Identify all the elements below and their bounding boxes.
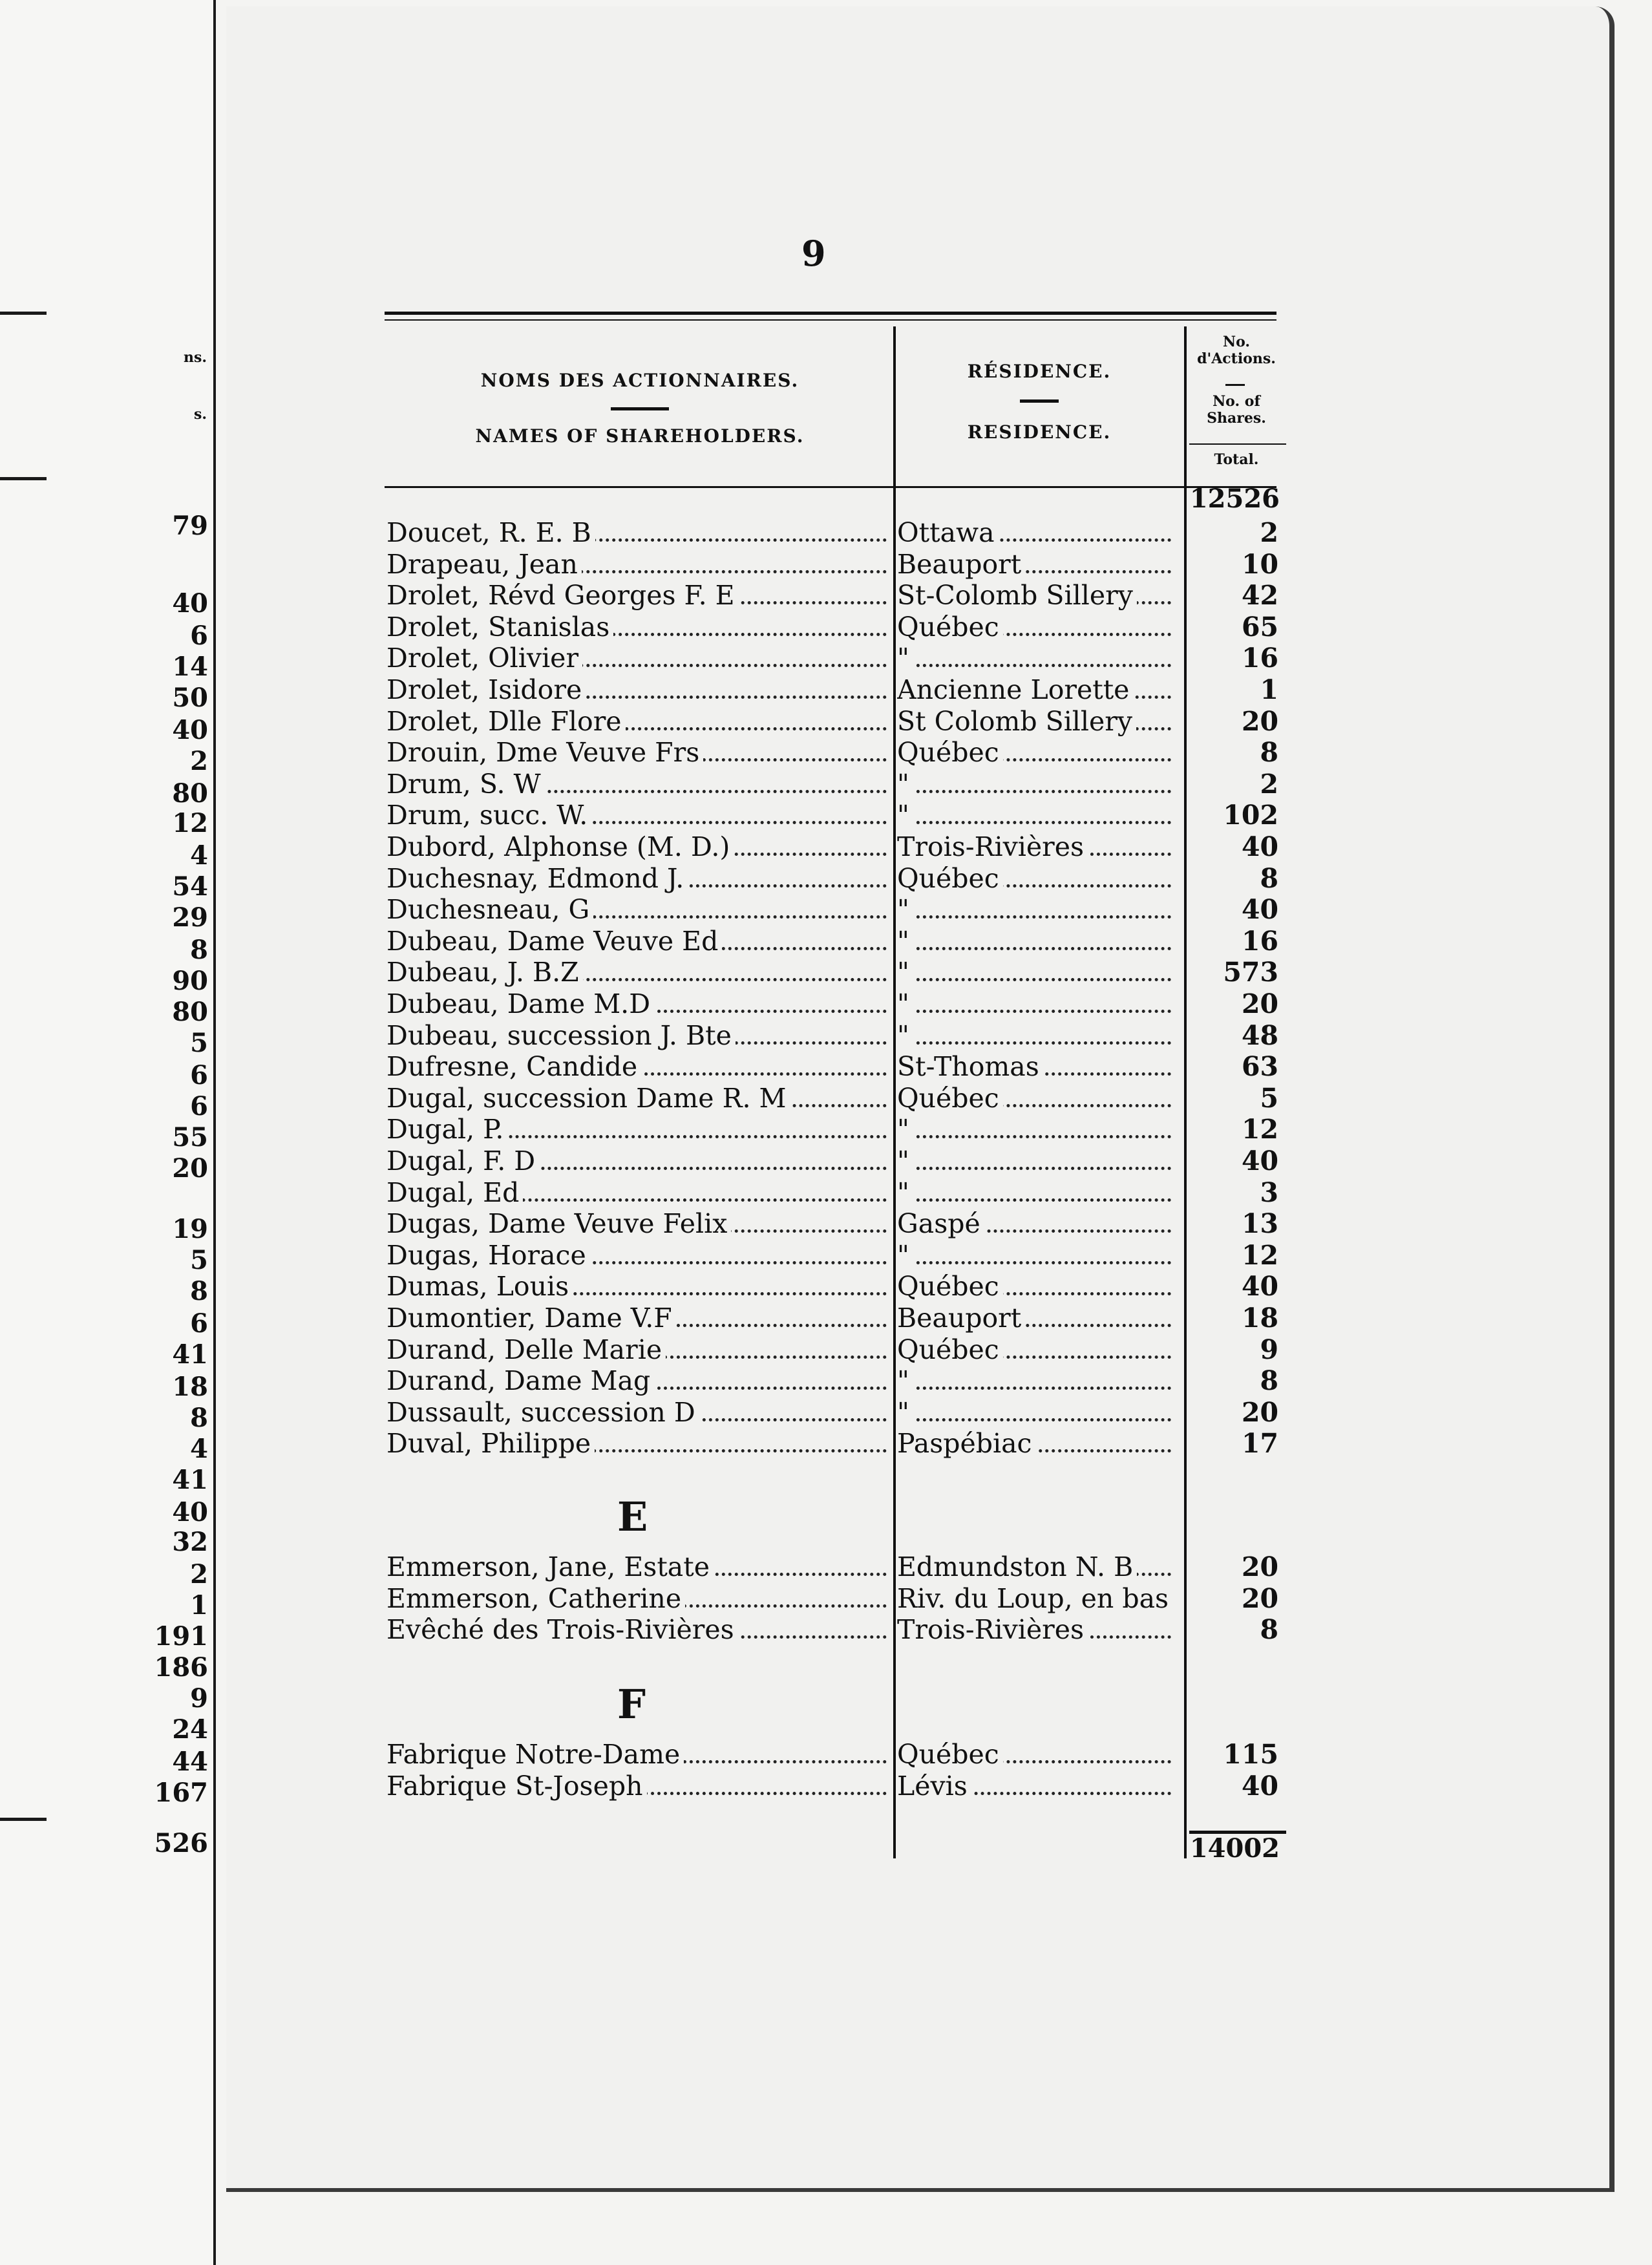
- residence-text: Beauport: [897, 549, 1025, 580]
- left-number: 24: [172, 1714, 208, 1745]
- left-number: 6: [190, 1060, 208, 1090]
- share-count: 48: [1241, 1019, 1278, 1051]
- left-number: 2: [190, 1559, 208, 1590]
- left-number: 8: [190, 1403, 208, 1433]
- residence: [897, 1334, 1175, 1365]
- left-number: 20: [172, 1153, 208, 1184]
- left-number: 4: [190, 1434, 208, 1464]
- share-count: 5: [1260, 1082, 1278, 1114]
- residence-text: Beauport: [897, 1303, 1025, 1334]
- residence-text: ": [897, 1397, 913, 1428]
- shareholder-name-text: Durand, Dame Mag: [387, 1365, 654, 1396]
- residence-text: Québec: [897, 863, 1003, 894]
- left-number: 12: [172, 808, 208, 838]
- header-residence-en: RESIDENCE.: [967, 421, 1112, 443]
- residence: [897, 1303, 1175, 1334]
- shareholder-name-text: Drolet, Isidore: [387, 674, 586, 705]
- table-row: [387, 1614, 1285, 1646]
- left-number: 29: [172, 902, 208, 933]
- table-row: [387, 706, 1285, 738]
- header-total-rule: [1189, 443, 1286, 445]
- shareholder-name: [387, 1240, 891, 1271]
- residence: [897, 1583, 1175, 1614]
- residence-text: Québec: [897, 737, 1003, 768]
- left-number: 9: [190, 1683, 208, 1714]
- shareholder-name-text: Fabrique Notre-Dame: [387, 1739, 684, 1770]
- residence-text: ": [897, 894, 913, 925]
- residence-text: ": [897, 988, 913, 1019]
- shareholder-name: [387, 549, 891, 580]
- left-number: 4: [190, 840, 208, 871]
- residence: [897, 1551, 1175, 1582]
- shareholder-name: [387, 580, 891, 611]
- left-number: 6: [190, 1308, 208, 1339]
- header-total: Total.: [1214, 451, 1259, 468]
- header-dash: [1225, 384, 1245, 386]
- residence: [897, 957, 1175, 988]
- residence-text: ": [897, 1240, 913, 1271]
- shareholder-name-text: Fabrique St-Joseph: [387, 1771, 647, 1802]
- shareholder-name-text: Emmerson, Catherine: [387, 1583, 685, 1614]
- share-count: 20: [1241, 1396, 1278, 1428]
- header-residence-fr: RÉSIDENCE.: [967, 361, 1112, 382]
- residence: [897, 926, 1175, 957]
- header-bottom-rule: [385, 486, 1276, 488]
- shareholder-name-text: Dugas, Horace: [387, 1240, 590, 1271]
- header-names-fr: NOMS DES ACTIONNAIRES.: [480, 370, 800, 391]
- residence-text: St-Thomas: [897, 1051, 1043, 1082]
- share-count: 40: [1241, 894, 1278, 926]
- residence-text: ": [897, 957, 913, 988]
- shareholder-name-text: Dumas, Louis: [387, 1271, 573, 1302]
- header-dash: [611, 407, 669, 410]
- shareholder-name-text: Duval, Philippe: [387, 1428, 595, 1459]
- table-row: [387, 1208, 1285, 1240]
- shareholder-name: [387, 1177, 891, 1208]
- left-number: 44: [172, 1747, 208, 1777]
- shareholder-name: [387, 1083, 891, 1114]
- left-number: 191: [154, 1621, 208, 1652]
- shareholder-name: [387, 1739, 891, 1770]
- residence-text: Québec: [897, 1334, 1003, 1365]
- left-number: 1: [190, 1590, 208, 1621]
- residence: [897, 580, 1175, 611]
- residence: [897, 549, 1175, 580]
- residence-text: Gaspé: [897, 1208, 984, 1239]
- residence-text: ": [897, 800, 913, 831]
- residence-text: ": [897, 926, 913, 957]
- table-row: [387, 894, 1285, 926]
- left-number: 19: [172, 1214, 208, 1244]
- table-row: [387, 1114, 1285, 1145]
- left-rule: [0, 312, 47, 315]
- left-number: 79: [172, 511, 208, 541]
- left-number: 55: [172, 1122, 208, 1153]
- left-number: 40: [172, 588, 208, 619]
- left-number: 40: [172, 715, 208, 745]
- left-total: 526: [154, 1828, 208, 1858]
- residence: [897, 1614, 1175, 1645]
- shareholder-name: [387, 1334, 891, 1365]
- shareholder-name: [387, 1208, 891, 1239]
- shareholder-name-text: Drapeau, Jean: [387, 549, 582, 580]
- shareholder-name: [387, 1614, 891, 1645]
- table-row: [387, 769, 1285, 800]
- residence: [897, 1145, 1175, 1176]
- share-count: 3: [1260, 1176, 1278, 1208]
- left-header-fragment: ns.: [183, 349, 207, 366]
- shareholder-name-text: Dugal, Ed: [387, 1177, 523, 1208]
- shareholder-name-text: Dugal, succession Dame R. M: [387, 1083, 790, 1114]
- header-shares-en: No. of Shares.: [1207, 393, 1266, 427]
- share-count: 16: [1241, 925, 1278, 957]
- left-number: 32: [172, 1527, 208, 1557]
- residence: [897, 1771, 1175, 1802]
- shareholder-name-text: Emmerson, Jane, Estate: [387, 1551, 714, 1582]
- share-count: 42: [1241, 580, 1278, 611]
- residence-text: Ancienne Lorette: [897, 674, 1133, 705]
- shareholder-name-text: Dugal, P.: [387, 1114, 507, 1145]
- residence: [897, 800, 1175, 831]
- share-count: 17: [1241, 1428, 1278, 1460]
- carried-total: 12526: [1189, 484, 1280, 514]
- share-count: 12: [1241, 1239, 1278, 1271]
- table-row: [387, 611, 1285, 643]
- left-number: 80: [172, 778, 208, 809]
- shareholder-name: [387, 1303, 891, 1334]
- table-row: [387, 1583, 1285, 1615]
- share-count: 40: [1241, 1271, 1278, 1303]
- table-row: [387, 1551, 1285, 1583]
- residence: [897, 988, 1175, 1019]
- residence-text: Ottawa: [897, 517, 999, 548]
- table-row: [387, 1365, 1285, 1397]
- shareholder-name: [387, 831, 891, 862]
- residence-text: St Colomb Sillery: [897, 706, 1136, 737]
- table-row: [387, 863, 1285, 895]
- left-number: 50: [172, 683, 208, 713]
- residence: [897, 674, 1175, 705]
- header-names-en: NAMES OF SHAREHOLDERS.: [475, 425, 805, 447]
- shareholder-name-text: Dubeau, Dame Veuve Ed: [387, 926, 722, 957]
- shareholder-name: [387, 894, 891, 925]
- left-number: 41: [172, 1465, 208, 1495]
- shareholder-name-text: Dubeau, succession J. Bte: [387, 1020, 736, 1051]
- left-number: 5: [190, 1245, 208, 1275]
- table-row: [387, 1240, 1285, 1271]
- header-top-rule-thin: [385, 319, 1276, 321]
- residence-text: ": [897, 1177, 913, 1208]
- table-row: [387, 1303, 1285, 1334]
- left-number: 8: [190, 1276, 208, 1306]
- left-number: 14: [172, 652, 208, 682]
- residence-text: Québec: [897, 1083, 1003, 1114]
- table-row: [387, 517, 1285, 549]
- residence-text: ": [897, 1145, 913, 1176]
- shareholder-name: [387, 706, 891, 737]
- residence: [897, 1739, 1175, 1770]
- share-count: 2: [1260, 768, 1278, 800]
- residence: [897, 1240, 1175, 1271]
- left-number: 167: [154, 1778, 208, 1808]
- page-number: 9: [801, 233, 826, 274]
- share-count: 40: [1241, 1770, 1278, 1802]
- residence-text: Québec: [897, 611, 1003, 643]
- shareholder-name-text: Drolet, Révd Georges F. E: [387, 580, 739, 611]
- table-row: [387, 800, 1285, 831]
- header-dash: [1020, 399, 1059, 403]
- residence: [897, 1051, 1175, 1082]
- share-count: 12: [1241, 1114, 1278, 1145]
- shareholder-name-text: Drolet, Olivier: [387, 643, 582, 674]
- left-rule: [0, 1818, 47, 1821]
- share-count: 8: [1260, 862, 1278, 894]
- shareholder-name-text: Doucet, R. E. B: [387, 517, 595, 548]
- left-number: 8: [190, 935, 208, 965]
- shareholder-name: [387, 1020, 891, 1051]
- shareholder-name: [387, 1051, 891, 1082]
- shareholder-name-text: Dufresne, Candide: [387, 1051, 641, 1082]
- left-number: 5: [190, 1028, 208, 1058]
- shareholder-name: [387, 1397, 891, 1428]
- table-row: [387, 1771, 1285, 1802]
- residence: [897, 1397, 1175, 1428]
- shareholder-name: [387, 1551, 891, 1582]
- residence-text: ": [897, 1020, 913, 1051]
- share-count: 20: [1241, 1582, 1278, 1614]
- shareholder-name-text: Drum, S. W: [387, 769, 545, 800]
- share-count: 16: [1241, 643, 1278, 674]
- left-number: 6: [190, 621, 208, 651]
- residence: [897, 643, 1175, 674]
- shareholder-name-text: Drolet, Stanislas: [387, 611, 613, 643]
- table-row: [387, 1051, 1285, 1083]
- shareholder-name: [387, 643, 891, 674]
- residence-text: St-Colomb Sillery: [897, 580, 1137, 611]
- table-row: [387, 957, 1285, 988]
- previous-page-edge: [0, 0, 216, 2265]
- shareholder-name: [387, 674, 891, 705]
- table-row: [387, 1083, 1285, 1114]
- left-number: 6: [190, 1091, 208, 1122]
- left-number: 2: [190, 746, 208, 776]
- residence: [897, 611, 1175, 643]
- table-row: [387, 549, 1285, 580]
- residence: [897, 737, 1175, 768]
- shareholder-name: [387, 1365, 891, 1396]
- share-count: 20: [1241, 1551, 1278, 1582]
- table-row: [387, 1397, 1285, 1429]
- shareholder-name-text: Duchesnay, Edmond J.: [387, 863, 688, 894]
- residence: [897, 1020, 1175, 1051]
- share-count: 2: [1260, 517, 1278, 548]
- residence-text: Québec: [897, 1739, 1003, 1770]
- shareholder-name-text: Dubeau, Dame M.D: [387, 988, 654, 1019]
- header-shares-fr: No. d'Actions.: [1197, 334, 1276, 367]
- left-number: 90: [172, 966, 208, 996]
- share-count: 102: [1223, 800, 1278, 831]
- residence-text: Trois-Rivières: [897, 1614, 1088, 1645]
- shareholder-name-text: Dugal, F. D: [387, 1145, 539, 1176]
- shareholder-name: [387, 1428, 891, 1459]
- left-number: 54: [172, 871, 208, 902]
- shareholder-name-text: Drum, succ. W.: [387, 800, 591, 831]
- share-count: 40: [1241, 831, 1278, 862]
- table-row: [387, 580, 1285, 611]
- residence: [897, 1365, 1175, 1396]
- shareholder-name-text: Drolet, Dlle Flore: [387, 706, 626, 737]
- share-count: 115: [1223, 1739, 1278, 1770]
- header-top-rule: [385, 312, 1276, 315]
- shareholder-name: [387, 769, 891, 800]
- share-count: 8: [1260, 737, 1278, 769]
- share-count: 1: [1260, 674, 1278, 705]
- share-count: 20: [1241, 705, 1278, 737]
- residence: [897, 1428, 1175, 1459]
- residence-text: Lévis: [897, 1771, 971, 1802]
- page-total: 14002: [1189, 1833, 1280, 1864]
- table-row: [387, 1428, 1285, 1460]
- residence: [897, 1208, 1175, 1239]
- shareholder-name-text: Dugas, Dame Veuve Felix: [387, 1208, 731, 1239]
- table-row: [387, 674, 1285, 706]
- shareholder-name-text: Durand, Delle Marie: [387, 1334, 666, 1365]
- table-row: [387, 737, 1285, 769]
- shareholder-name: [387, 1145, 891, 1176]
- shareholder-name: [387, 1114, 891, 1145]
- share-count: 573: [1223, 957, 1278, 988]
- shareholder-name: [387, 517, 891, 548]
- shareholder-name: [387, 800, 891, 831]
- table-row: [387, 643, 1285, 674]
- shareholder-name: [387, 988, 891, 1019]
- share-count: 20: [1241, 988, 1278, 1019]
- residence-text: Québec: [897, 1271, 1003, 1302]
- residence: [897, 1114, 1175, 1145]
- residence-text: Edmundston N. B: [897, 1551, 1137, 1582]
- left-number: 18: [172, 1372, 208, 1402]
- left-number: 80: [172, 997, 208, 1027]
- shareholder-name-text: Duchesneau, G: [387, 894, 593, 925]
- shareholder-name: [387, 926, 891, 957]
- section-letter-e: E: [617, 1493, 648, 1540]
- table-row: [387, 926, 1285, 957]
- shareholder-name: [387, 863, 891, 894]
- left-number: 186: [154, 1652, 208, 1683]
- share-count: 18: [1241, 1303, 1278, 1334]
- residence: [897, 831, 1175, 862]
- residence: [897, 1177, 1175, 1208]
- residence: [897, 1083, 1175, 1114]
- shareholder-name-text: Evêché des Trois-Rivières: [387, 1614, 738, 1645]
- table-row: [387, 1145, 1285, 1177]
- share-count: 40: [1241, 1145, 1278, 1176]
- table-row: [387, 1334, 1285, 1366]
- residence: [897, 769, 1175, 800]
- share-count: 65: [1241, 611, 1278, 643]
- shareholder-name: [387, 611, 891, 643]
- residence-text: ": [897, 1114, 913, 1145]
- shareholder-name-text: Dubord, Alphonse (M. D.): [387, 831, 734, 862]
- shareholder-name: [387, 957, 891, 988]
- residence: [897, 894, 1175, 925]
- share-count: 13: [1241, 1208, 1278, 1240]
- left-number: 40: [172, 1497, 208, 1527]
- left-number: 41: [172, 1339, 208, 1370]
- residence: [897, 1271, 1175, 1302]
- share-count: 9: [1260, 1334, 1278, 1365]
- table-row: [387, 1020, 1285, 1052]
- share-count: 8: [1260, 1365, 1278, 1397]
- share-count: 8: [1260, 1614, 1278, 1646]
- shareholder-name-text: Dussault, succession D: [387, 1397, 699, 1428]
- residence-text: ": [897, 1365, 913, 1396]
- table-row: [387, 1177, 1285, 1209]
- residence: [897, 517, 1175, 548]
- shareholder-name: [387, 1271, 891, 1302]
- table-row: [387, 1739, 1285, 1771]
- table-row: [387, 988, 1285, 1020]
- residence-text: ": [897, 643, 913, 674]
- residence-text: Riv. du Loup, en bas: [897, 1583, 1172, 1614]
- shareholder-name: [387, 1771, 891, 1802]
- shareholder-name-text: Drouin, Dme Veuve Frs: [387, 737, 703, 768]
- shareholder-name: [387, 737, 891, 768]
- residence: [897, 863, 1175, 894]
- left-header-fragment: s.: [193, 406, 207, 423]
- left-rule: [0, 477, 47, 480]
- table-row: [387, 1271, 1285, 1303]
- residence-text: Trois-Rivières: [897, 831, 1088, 862]
- residence-text: ": [897, 769, 913, 800]
- shareholder-name: [387, 1583, 891, 1614]
- shareholder-name-text: Dumontier, Dame V.F: [387, 1303, 676, 1334]
- table-row: [387, 831, 1285, 863]
- residence: [897, 706, 1175, 737]
- residence-text: Paspébiac: [897, 1428, 1036, 1459]
- shareholder-name-text: Dubeau, J. B.Z: [387, 957, 583, 988]
- share-count: 10: [1241, 548, 1278, 580]
- section-letter-f: F: [617, 1681, 646, 1728]
- share-count: 63: [1241, 1051, 1278, 1083]
